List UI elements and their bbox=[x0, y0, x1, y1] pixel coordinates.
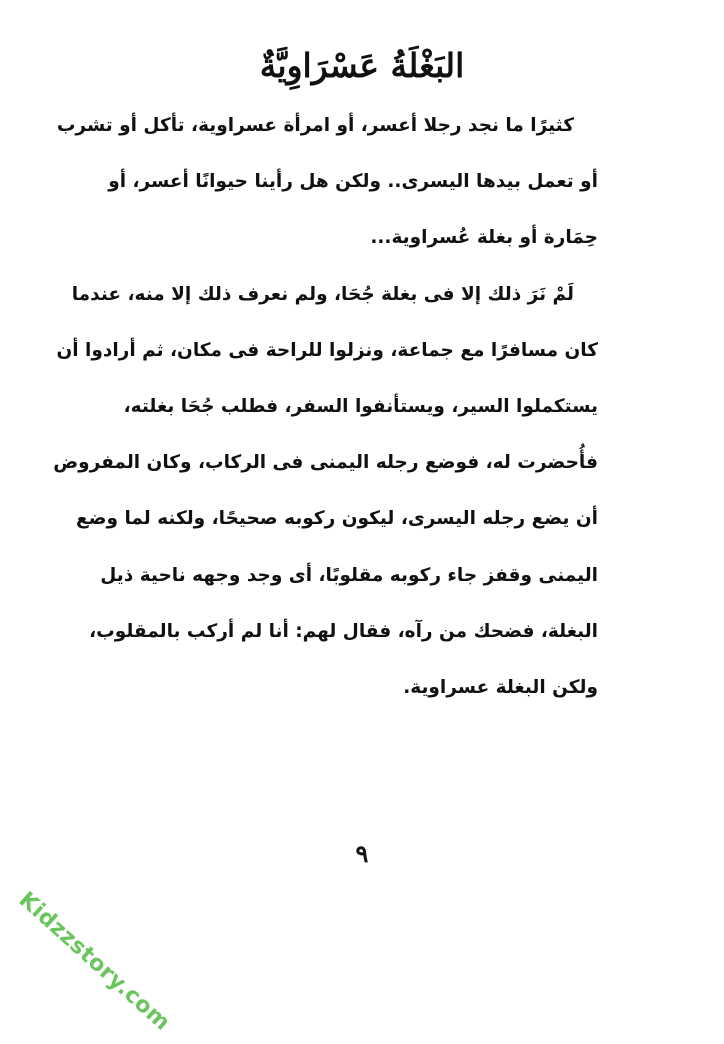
text-line: أو تعمل بيدها اليسرى.. ولكن هل رأينا حيوانًا أعسر، أو bbox=[108, 171, 598, 193]
text-line: كثيرًا ما نجد رجلا أعسر، أو امرأة عسراوية، تأكل أو تشرب bbox=[56, 115, 574, 136]
text-line: حِمَارة أو بغلة عُسراوية... bbox=[370, 227, 598, 249]
text-line: ولكن البغلة عسراوية. bbox=[403, 676, 598, 698]
story-title: البَغْلَةُ عَسْرَاوِيَّةٌ bbox=[259, 46, 465, 85]
page-number: ٩ bbox=[355, 839, 369, 868]
story-body bbox=[53, 98, 598, 716]
paragraph-2 bbox=[53, 267, 598, 717]
text-line: كان مسافرًا مع جماعة، ونزلوا للراحة فى مكان، ثم أرادوا أن bbox=[56, 339, 598, 361]
text-line: لَمْ نَرَ ذلك إلا فى بغلة جُحَا، ولم نعرف ذلك إلا منه، عندما bbox=[71, 283, 574, 305]
watermark-logo: Kidzzstory.com bbox=[13, 887, 175, 1036]
text-line: أن يضع رجله اليسرى، ليكون ركوبه صحيحًا، ولكنه لما وضع bbox=[76, 508, 598, 530]
text-line: اليمنى وقفز جاء ركوبه مقلوبًا، أى وجد وجهه ناحية ذيل bbox=[100, 564, 598, 586]
paragraph-1 bbox=[56, 98, 598, 267]
text-line: يستكملوا السير، ويستأنفوا السفر، فطلب جُحَا بغلته، bbox=[123, 395, 598, 417]
text-line: فأُحضرت له، فوضع رجله اليمنى فى الركاب، وكان المفروض bbox=[53, 452, 598, 474]
text-line: البغلة، فضحك من رآه، فقال لهم: أنا لم أركب بالمقلوب، bbox=[89, 620, 598, 642]
